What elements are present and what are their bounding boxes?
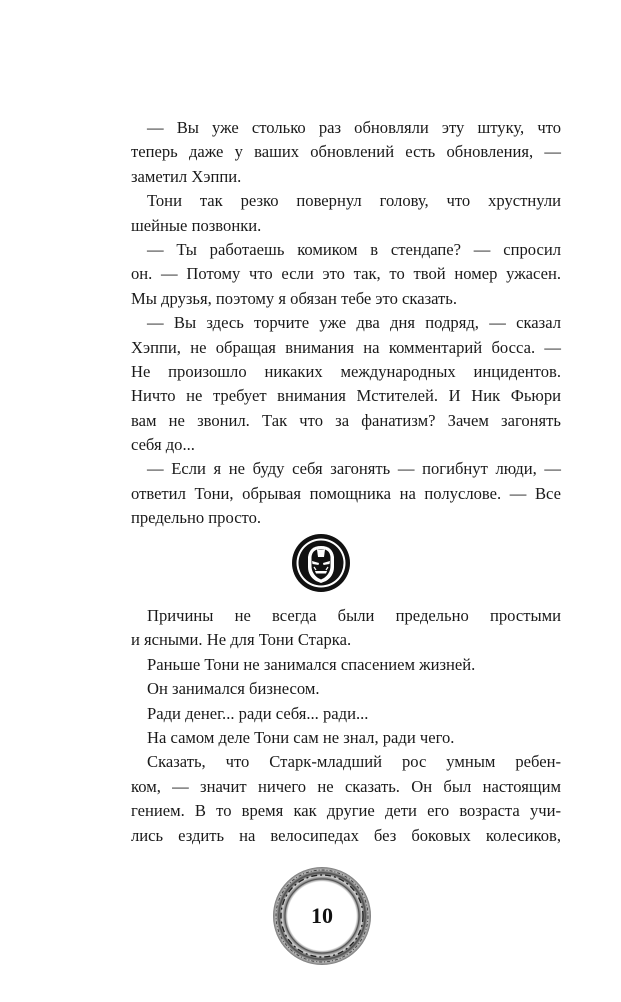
- text-line: ответил Тони, обрывая помощника на полуслове. — Все: [131, 483, 561, 503]
- text-line: себя до...: [131, 435, 195, 455]
- text-line: он. — Потому что если это так, то твой номер ужасен.: [131, 264, 561, 284]
- text-line: предельно просто.: [131, 508, 262, 528]
- text-line: Раньше Тони не занимался спасением жизней.: [147, 654, 476, 674]
- text-line: лись ездить на велосипедах без боковых колесиков,: [131, 825, 561, 845]
- text-line: Ради денег... ради себя... ради...: [147, 703, 369, 723]
- text-line: Мы друзья, поэтому я обязан тебе это сказать.: [131, 288, 458, 308]
- text-line: заметил Хэппи.: [131, 166, 242, 186]
- text-line: Хэппи, не обращая внимания на комментарий босса. —: [131, 337, 561, 357]
- text-line: шейные позвонки.: [131, 215, 262, 235]
- text-line: и ясными. Не для Тони Старка.: [131, 630, 352, 650]
- text-line: Не произошло никаких международных инцидентов.: [131, 361, 561, 381]
- text-line: Ничто не требует внимания Мстителей. И Ник Фьюри: [131, 386, 561, 406]
- text-line: вам не звонил. Так что за фанатизм? Зачем загонять: [131, 410, 561, 430]
- text-block-bottom: [131, 604, 561, 848]
- text-line: ком, — значит ничего не сказать. Он был настоящим: [131, 776, 561, 796]
- page-number: 10: [311, 903, 333, 928]
- text-line: теперь даже у ваших обновлений есть обновления, —: [131, 142, 561, 162]
- text-line: — Ты работаешь комиком в стендапе? — спросил: [147, 239, 561, 259]
- text-line: Сказать, что Старк-младший рос умным ребен-: [147, 752, 561, 772]
- text-line: На самом деле Тони сам не знал, ради чего.: [147, 727, 455, 747]
- text-line: Он занимался бизнесом.: [147, 679, 320, 699]
- text-line: Причины не всегда были предельно простыми: [147, 606, 561, 625]
- text-block-top: [131, 116, 561, 531]
- iron-man-helmet-icon: [291, 533, 351, 593]
- text-line: гением. В то время как другие дети его возраста учи-: [131, 801, 561, 821]
- text-line: — Вы здесь торчите уже два дня подряд, — сказал: [147, 313, 561, 333]
- text-line: — Вы уже столько раз обновляли эту штуку, что: [147, 118, 561, 137]
- text-line: Тони так резко повернул голову, что хрустнули: [147, 191, 561, 211]
- text-line: — Если я не буду себя загонять — погибнут люди, —: [147, 459, 561, 479]
